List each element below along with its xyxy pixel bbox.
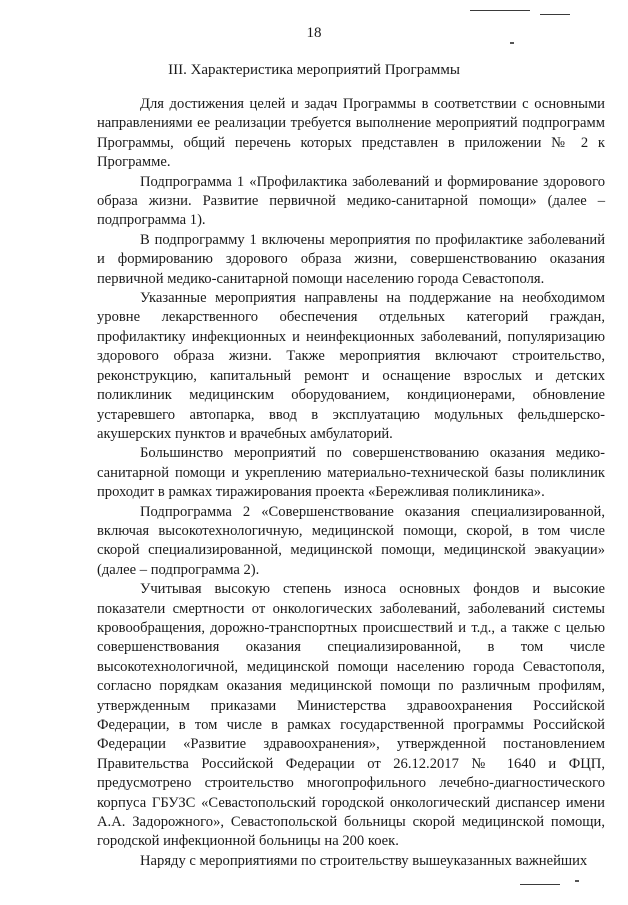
scan-artifact bbox=[540, 14, 570, 15]
paragraph: Для достижения целей и задач Программы в соответствии с основными направлениями ее реализации требуется выполнение мероприятий подпрограмм Программы, общий перечень которых представлен в приложении № 2 к Программе. bbox=[97, 96, 605, 171]
paragraph: Большинство мероприятий по совершенствованию оказания медико-санитарной помощи и укреплению материально-технической базы поликлиник проходит в рамках тиражирования проекта «Бережливая поликлиника». bbox=[97, 445, 605, 501]
section-title: III. Характеристика мероприятий Программы bbox=[168, 62, 460, 78]
page-number: 18 bbox=[306, 25, 322, 41]
scan-artifact bbox=[520, 884, 560, 885]
document-body bbox=[97, 95, 605, 871]
paragraph: Учитывая высокую степень износа основных фондов и высокие показатели смертности от онкологических заболеваний, заболеваний системы кровообращения, дорожно-транспортных происшествий и т.д., а также с целью совершенствования оказания специализированной, в том числе высокотехнологичной, медицинской помощи населению города Севастополя, согласно порядкам оказания медицинской помощи по различным профилям, утвержденным приказами Министерства здравоохранения Российской Федерации, в том числе в рамках государственной программы Российской Федерации «Развитие здравоохранения», утвержденной постановлением Правительства Российской Федерации от 26.12.2017 № 1640 и ФЦП, предусмотрено строительство многопрофильного лечебно-диагностического корпуса ГБУЗС «Севастопольский городской онкологический диспансер имени А.А. Задорожного», Севастопольской больницы скорой медицинской помощи, городской инфекционной больницы на 200 коек. bbox=[97, 581, 605, 850]
paragraph: Подпрограмма 1 «Профилактика заболеваний и формирование здорового образа жизни. Развитие первичной медико-санитарной помощи» (далее – подпрограмма 1). bbox=[97, 173, 605, 229]
paragraph: В подпрограмму 1 включены мероприятия по профилактике заболеваний и формированию здорового образа жизни, совершенствованию оказания первичной медико-санитарной помощи населению города Севастополя. bbox=[97, 231, 605, 287]
paragraph: Наряду с мероприятиями по строительству вышеуказанных важнейших bbox=[140, 852, 588, 869]
paragraph: Подпрограмма 2 «Совершенствование оказания специализированной, включая высокотехнологичную, медицинской помощи, скорой, в том числе скорой специализированной, медицинской помощи, медицинской эвакуации» (далее – подпрограмма 2). bbox=[97, 503, 605, 578]
scan-artifact bbox=[510, 42, 514, 44]
scan-artifact bbox=[470, 10, 530, 11]
paragraph: Указанные мероприятия направлены на поддержание на необходимом уровне лекарственного обеспечения отдельных категорий граждан, профилактику инфекционных и неинфекционных заболеваний, популяризацию здорового образа жизни. Также мероприятия включают строительство, реконструкцию, капитальный ремонт и оснащение взрослых и детских поликлиник медицинским оборудованием, кондиционерами, обновление устаревшего автопарка, ввод в эксплуатацию модульных фельдшерско-акушерских пунктов и врачебных амбулаторий. bbox=[97, 290, 605, 442]
scan-artifact bbox=[575, 880, 579, 882]
